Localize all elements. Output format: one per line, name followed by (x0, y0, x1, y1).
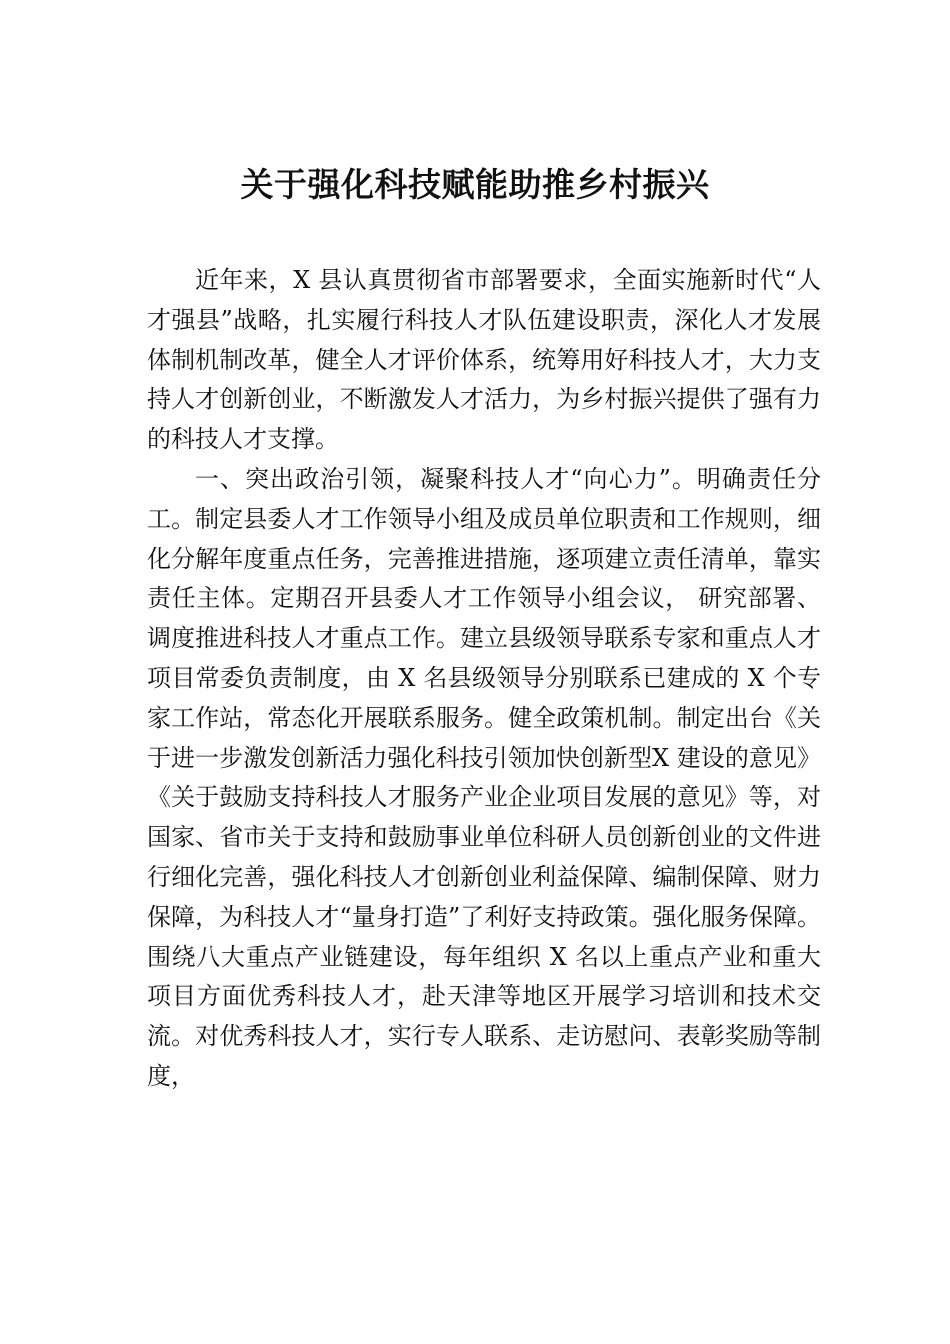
document-title: 关于强化科技赋能助推乡村振兴 (240, 165, 710, 204)
paragraph-section-one: 一、突出政治引领，凝聚科技人才“向心力”。明确责任分工。制定县委人才工作领导小组及成员单位职责和工作规则，细化分解年度重点任务，完善推进措施，逐项建立责任清单，靠实责任主体。定期召开县委人才工作领导小组会议， 研究部署、调度推进科技人才重点工作。建立县级领导联系专家和重点人才项目常委负责制度，由 X 名县级领导分别联系已建成的 X 个专家工作站，常态化开展联系服务。健全政策机制。制定出台《关于进一步激发创新活力强化科技引领加快创新型X 建设的意见》《关于鼓励支持科技人才服务产业企业项目发展的意见》等，对国家、省市关于支持和鼓励事业单位科研人员创新创业的文件进行细化完善，强化科技人才创新创业利益保障、编制保障、财力保障，为科技人才“量身打造”了利好支持政策。强化服务保障。围绕八大重点产业链建设，每年组织 X 名以上重点产业和重大项目方面优秀科技人才，赴天津等地区开展学习培训和技术交流。对优秀科技人才，实行专人联系、走访慰问、表彰奖励等制度， (147, 464, 821, 1090)
paragraph-intro: 近年来，X 县认真贯彻省市部署要求，全面实施新时代“人才强县”战略，扎实履行科技人才队伍建设职责，深化人才发展体制机制改革，健全人才评价体系，统筹用好科技人才，大力支持人才创新创业，不断激发人才活力，为乡村振兴提供了强有力的科技人才支撑。 (147, 266, 821, 454)
document-body (147, 261, 821, 1097)
